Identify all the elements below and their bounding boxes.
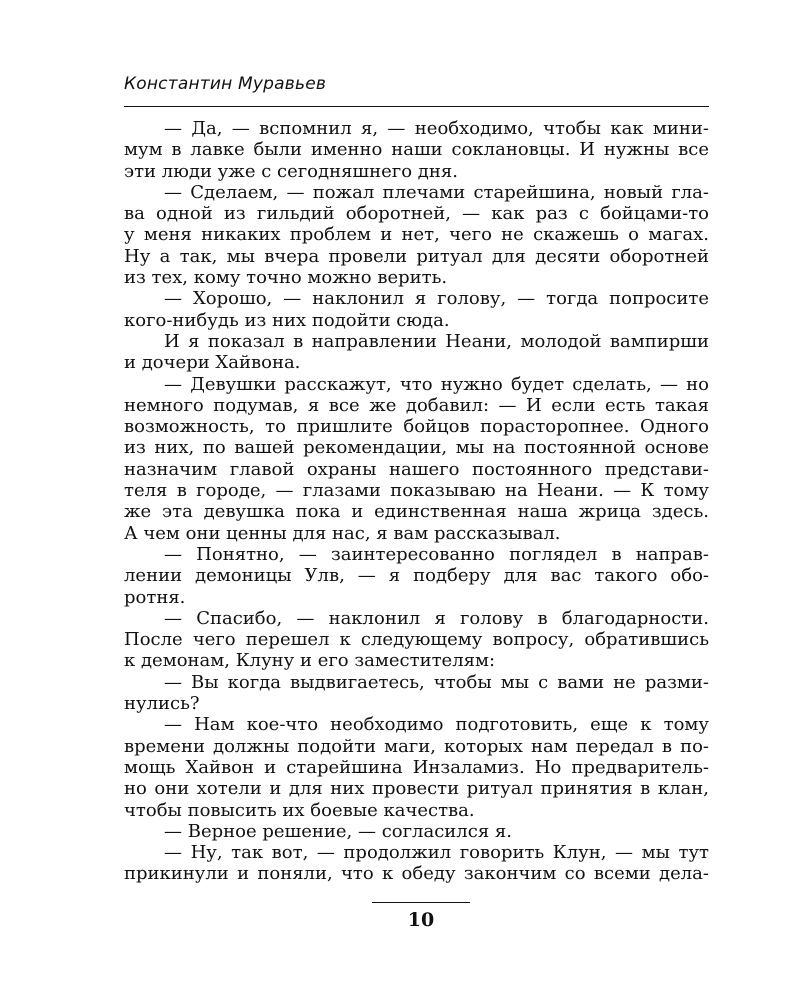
text-line: ва одной из гильдий оборотней, — как раз с бойцами-то	[124, 203, 709, 225]
text-line: и дочери Хайвона.	[124, 352, 301, 374]
text-line: немного подумав, я все же добавил: — И если есть такая	[124, 394, 709, 416]
text-line: же эта девушка пока и единственная наша жрица здесь.	[124, 501, 709, 523]
text-line: — Ну, так вот, — продолжил говорить Клун, — мы тут	[164, 842, 709, 864]
text-line: эти люди уже с сегодняшнего дня.	[124, 160, 458, 182]
text-line: времени должны подойти маги, которых нам передал в по-	[124, 735, 709, 757]
page-body-text	[124, 118, 709, 885]
text-line: ротня.	[124, 586, 186, 608]
text-line: — Да, — вспомнил я, — необходимо, чтобы как мини-	[164, 118, 709, 139]
text-line: мум в лавке были именно наши соклановцы. И нужны все	[124, 139, 709, 161]
text-line: теля в городе, — глазами показываю на Неани. — К тому	[124, 480, 709, 502]
text-line: к демонам, Клуну и его заместителям:	[124, 650, 496, 672]
text-line: лении демоницы Улв, — я подберу для вас такого обо-	[124, 565, 709, 587]
page-number: 10	[407, 909, 435, 931]
text-line: — Нам кое-что необходимо подготовить, еще к тому	[164, 714, 709, 736]
text-line: но они хотели и для них провести ритуал принятия в клан,	[124, 778, 709, 800]
text-line: кого-нибудь из них подойти сюда.	[124, 309, 450, 331]
text-line: — Понятно, — заинтересованно поглядел в направ-	[164, 543, 709, 565]
text-line: — Хорошо, — наклонил я голову, — тогда попросите	[164, 288, 709, 310]
text-line: мощь Хайвон и старейшина Инзаламиз. Но предваритель-	[124, 756, 709, 778]
footer-divider	[372, 902, 470, 903]
text-line: из тех, кому точно можно верить.	[124, 267, 448, 289]
text-line: у меня никаких проблем и нет, чего не скажешь о магах.	[124, 224, 709, 246]
text-line: А чем они ценны для нас, я вам рассказывал.	[124, 522, 561, 544]
text-line: — Вы когда выдвигаетесь, чтобы мы с вами не разми-	[164, 671, 709, 693]
text-line: из них, по вашей рекомендации, мы на постоянной основе	[124, 437, 709, 459]
header-divider	[124, 106, 709, 107]
text-line: И я показал в направлении Неани, молодой вампирши	[164, 330, 709, 352]
text-line: — Спасибо, — наклонил я голову в благодарности.	[164, 607, 709, 629]
text-line: После чего перешел к следующему вопросу, обратившись	[124, 629, 709, 651]
text-line: нулись?	[124, 693, 200, 715]
text-line: чтобы повысить их боевые качества.	[124, 799, 475, 821]
text-line: прикинули и поняли, что к обеду закончим со всеми дела-	[124, 863, 709, 885]
text-line: — Верное решение, — согласился я.	[164, 820, 512, 842]
text-line: — Сделаем, — пожал плечами старейшина, новый гла-	[164, 181, 709, 203]
text-line: — Девушки расскажут, что нужно будет сделать, — но	[164, 373, 709, 395]
text-line: назначим главой охраны нашего постоянного представи-	[124, 458, 709, 480]
running-header-author: Константин Муравьев	[124, 74, 327, 94]
text-line: возможность, то пришлите бойцов порасторопнее. Одного	[124, 416, 709, 438]
text-line: Ну а так, мы вчера провели ритуал для десяти оборотней	[124, 245, 709, 267]
